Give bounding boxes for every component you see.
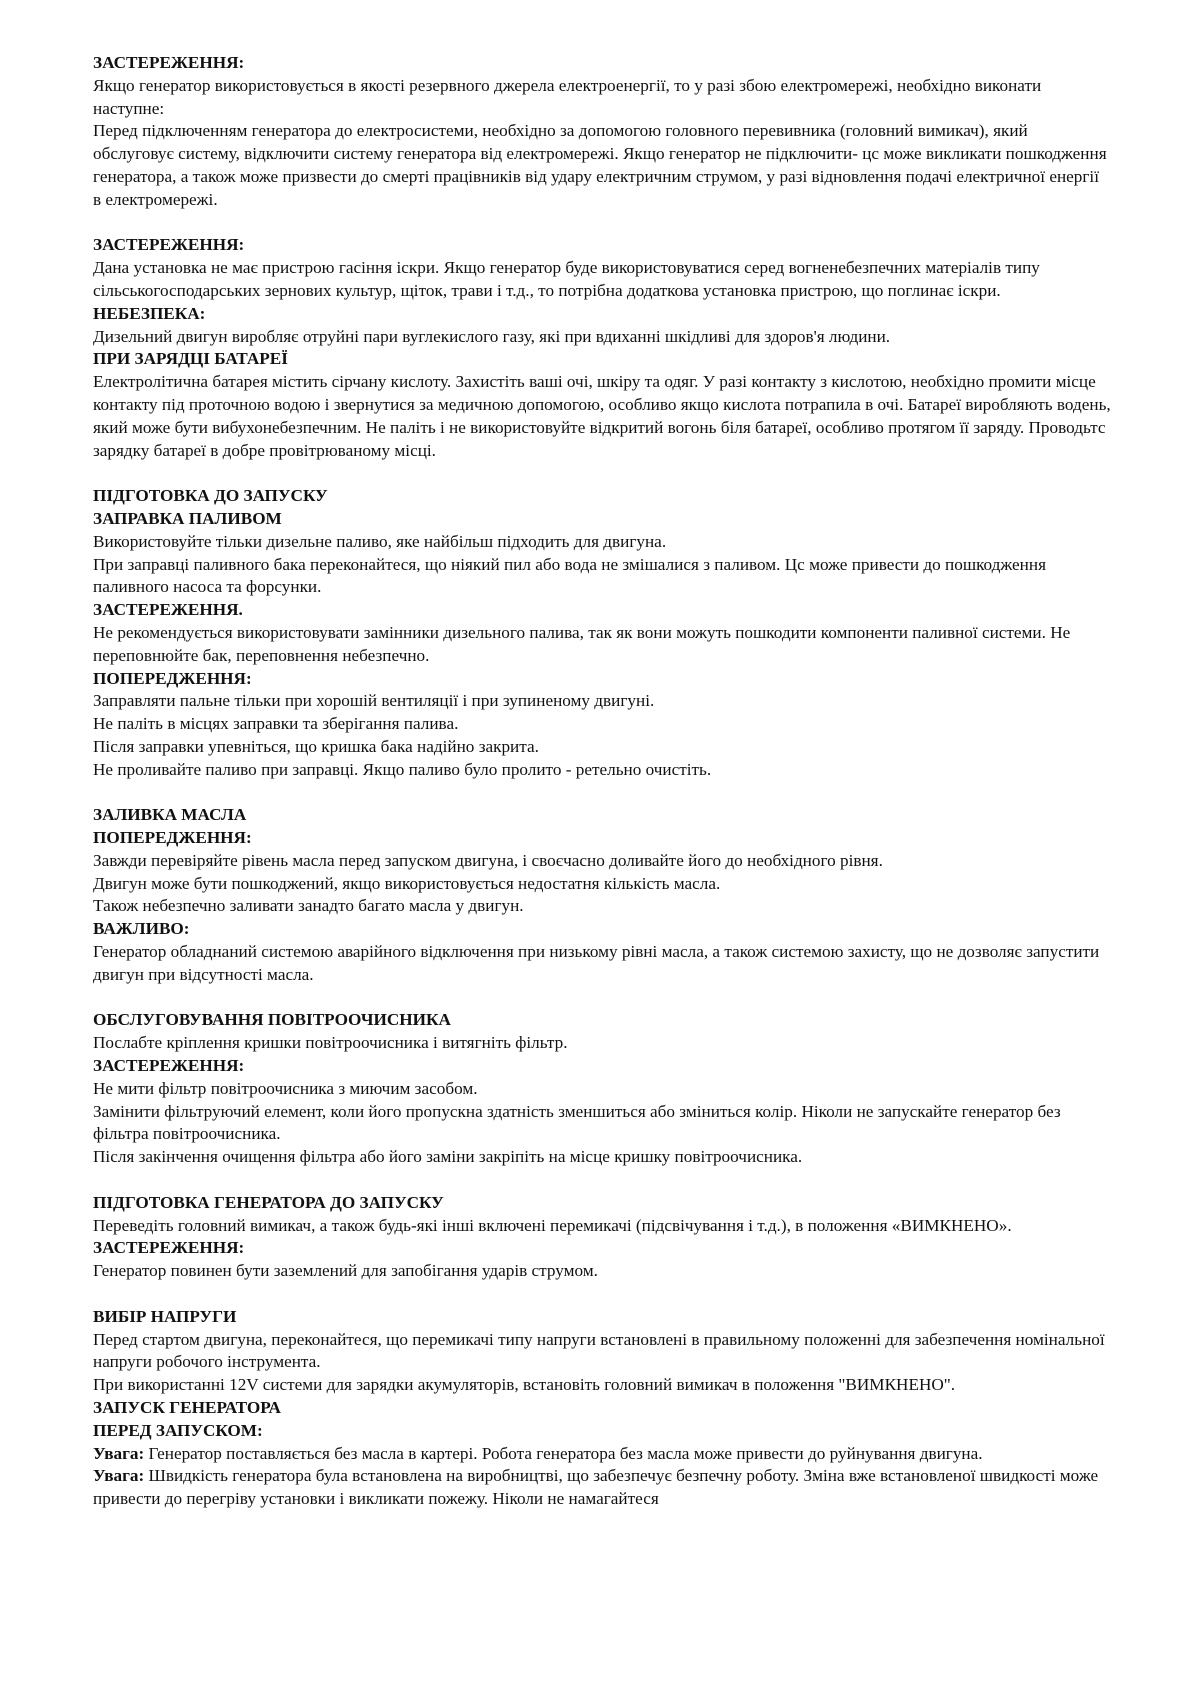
heading: ПОПЕРЕДЖЕННЯ: [93,668,252,688]
paragraph: Генератор обладнаний системою аварійного відключення при низькому рівні масла, а також системою захисту, що не дозволяє запустити двигун при відсутності масла. [93,942,1100,984]
section-generator-prep [93,1192,1111,1283]
paragraph: Дизельний двигун виробляє отруйні пари вуглекислого газу, які при вдиханні шкідливі для здоров'я людини. [93,326,891,346]
list-item: Також небезпечно заливати занадто багато масла у двигун. [93,896,524,916]
heading: ОБСЛУГОВУВАННЯ ПОВІТРООЧИСНИКА [93,1010,451,1030]
list-item: Заправляти пальне тільки при хорошій вентиляції і при зупиненому двигуні. [93,691,655,711]
paragraph: Якщо генератор використовується в якості резервного джерела електроенергії, то у разі збою електромережі, необхідно виконати наступне: [93,75,1042,118]
heading: ПІДГОТОВКА ГЕНЕРАТОРА ДО ЗАПУСКУ [93,1192,444,1212]
list-item: Двигун може бути пошкоджений, якщо використовується недостатня кількість масла. [93,873,721,893]
list-item: Не паліть в місцях заправки та зберігання палива. [93,714,459,734]
list-item: Завжди перевіряйте рівень масла перед запуском двигуна, і своєчасно доливайте його до необхідного рівня. [93,850,883,870]
paragraph: При заправці паливного бака переконайтеся, що ніякий пил або вода не змішалися з паливом. Цс може привести до пошкодження паливного насоса та форсунки. [93,554,1046,597]
warning-paragraph [93,1443,1111,1466]
paragraph: Не рекомендується використовувати замінники дизельного палива, так як вони можуть пошкодити компоненти паливної системи. Не переповнюйте бак, переповнення небезпечно. [93,622,1071,665]
heading: ПІДГОТОВКА ДО ЗАПУСКУ [93,486,328,506]
list-item: Замінити фільтруючий елемент, коли його пропускна здатність зменшиться або зміниться колір. Ніколи не запускайте генератор без фільтра повітроочисника. [93,1101,1061,1144]
heading: ПЕРЕД ЗАПУСКОМ: [93,1420,263,1440]
heading: ЗАСТЕРЕЖЕННЯ: [93,1238,245,1258]
heading: ЗАСТЕРЕЖЕННЯ: [93,235,245,255]
section-warning-spark [93,234,1111,462]
paragraph: Дана установка не має пристрою гасіння іскри. Якщо генератор буде використовуватися серед вогненебезпечних матеріалів типу сільськогосподарських зернових культур, щіток, трави і т.д., то потрібна додаткова установка пристрою, що поглинає іскри. [93,258,1040,300]
paragraph: Використовуйте тільки дизельне паливо, яке найбільш підходить для двигуна. [93,531,667,551]
list-item: Після закінчення очищення фільтра або його заміни закріпіть на місце кришку повітроочисника. [93,1147,803,1167]
warning-label: Увага: [93,1443,145,1463]
heading: ВАЖЛИВО: [93,919,190,939]
paragraph: Перед підключенням генератора до електросистеми, необхідно за допомогою головного перевивника (головний вимикач), який обслуговує систему, відключити систему генератора від електромережі. Якщо генератор не підключити- цс може викликати пошкодження генератора, а також може призвести до смерті працівників від удару електричним струмом, у разі відновлення подачі електричної енергії в електромережі. [93,121,1107,209]
heading: ВИБІР НАПРУГИ [93,1306,237,1326]
paragraph: Перед стартом двигуна, переконайтеся, що перемикачі типу напруги встановлені в правильному положенні для забезпечення номінальної напруги робочого інструмента. [93,1329,1105,1372]
paragraph: При використанні 12V системи для зарядки акумуляторів, встановіть головний вимикач в положення "ВИМКНЕНО". [93,1375,956,1395]
section-oil [93,804,1111,986]
heading: ЗАПУСК ГЕНЕРАТОРА [93,1398,281,1418]
warning-label: Увага: [93,1466,145,1486]
section-preparation [93,485,1111,781]
paragraph: Послабте кріплення кришки повітроочисника і витягніть фільтр. [93,1033,568,1053]
heading: ЗАСТЕРЕЖЕННЯ: [93,53,245,72]
heading: ПРИ ЗАРЯДЦІ БАТАРЕЇ [93,349,288,369]
warning-text: Генератор поставляється без масла в картері. Робота генератора без масла може привести до руйнування двигуна. [148,1443,983,1463]
warning-text: Швидкість генератора була встановлена на виробництві, що забезпечує безпечну роботу. Зміна вже встановленої швидкості може привести до перегріву установки і викликати пожежу. Ніколи не намагайтеся [93,1466,1099,1509]
section-air-filter [93,1009,1111,1169]
paragraph: Генератор повинен бути заземлений для запобігання ударів струмом. [93,1261,598,1281]
paragraph: Електролітична батарея містить сірчану кислоту. Захистіть ваші очі, шкіру та одяг. У разі контакту з кислотою, необхідно промити місце контакту під проточною водою і звернутися за медичною допомогою, особливо якщо кислота потрапила в очі. Батареї виробляють водень, який може бути вибухонебезпечним. Не паліть і не використовуйте відкритий вогонь біля батареї, особливо протягом її заряду. Проводьтс зарядку батареї в добре провітрюваному місці. [93,372,1111,460]
heading: ЗАПРАВКА ПАЛИВОМ [93,508,282,528]
warning-paragraph [93,1465,1111,1511]
heading: НЕБЕЗПЕКА: [93,303,206,323]
heading: ЗАСТЕРЕЖЕННЯ. [93,600,243,620]
list-item: Після заправки упевніться, що кришка бака надійно закрита. [93,736,539,756]
list-item: Не мити фільтр повітроочисника з миючим засобом. [93,1078,478,1098]
heading: ЗАСТЕРЕЖЕННЯ: [93,1056,245,1076]
list-item: Не проливайте паливо при заправці. Якщо паливо було пролито - ретельно очистіть. [93,759,712,779]
section-voltage [93,1306,1111,1511]
paragraph: Переведіть головний вимикач, а також будь-які інші включені перемикачі (підсвічування і т.д.), в положення «ВИМКНЕНО». [93,1215,1012,1235]
section-warning-backup [93,52,1111,212]
heading: ЗАЛИВКА МАСЛА [93,805,247,825]
heading: ПОПЕРЕДЖЕННЯ: [93,828,252,848]
